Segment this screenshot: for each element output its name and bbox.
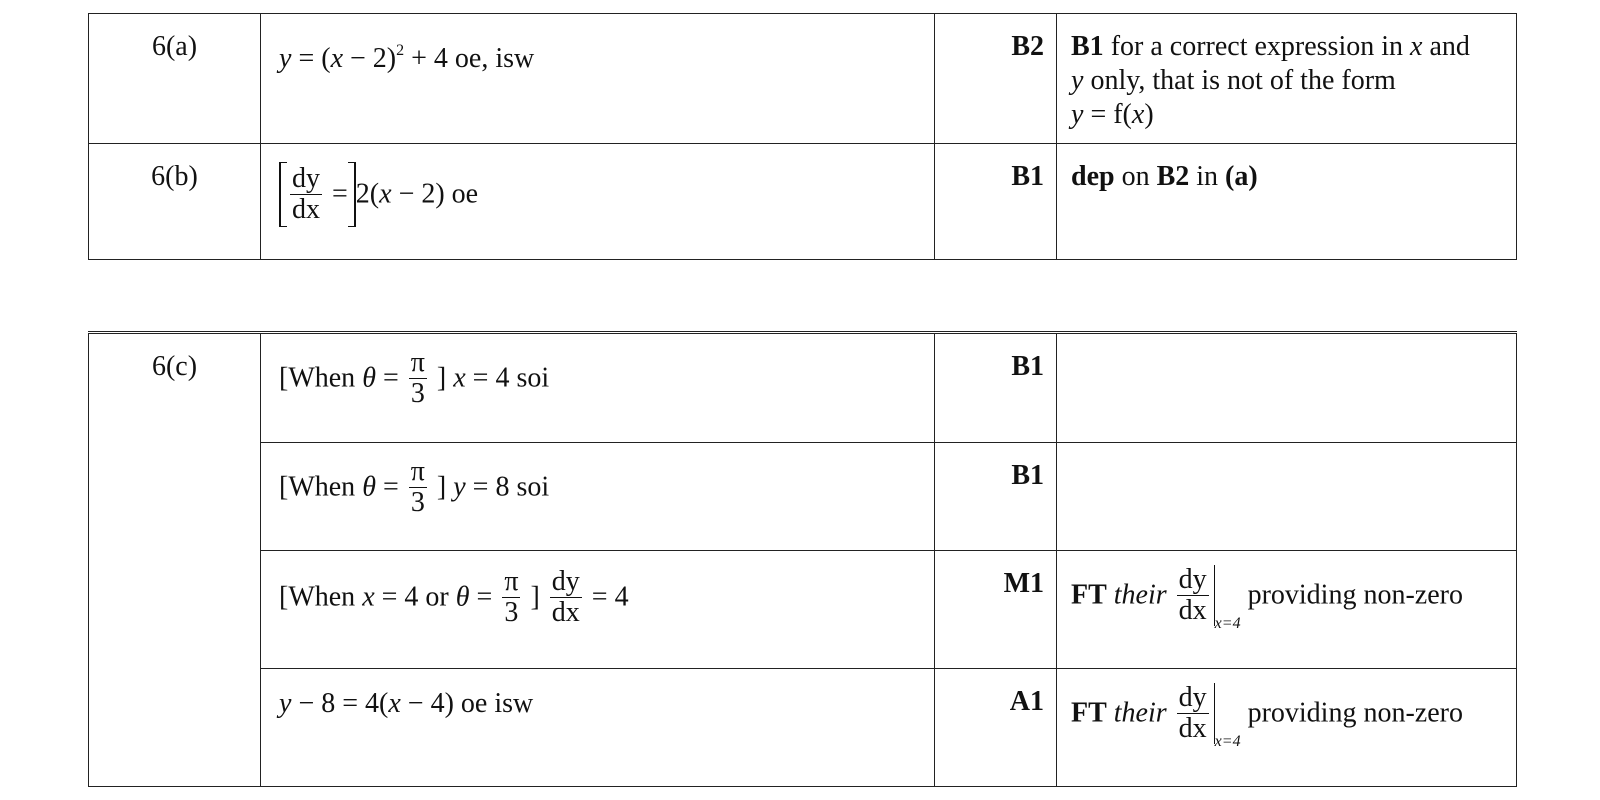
answer-text: x <box>330 43 343 74</box>
denominator: dx <box>1178 713 1207 744</box>
guidance-cell <box>1057 333 1517 443</box>
guidance-text: FT <box>1071 579 1107 611</box>
guidance-text: y <box>1071 99 1084 130</box>
question-number: 6(a) <box>89 14 261 144</box>
numerator: π <box>410 347 425 378</box>
mark-cell: B1 <box>935 144 1057 260</box>
answer-text: θ <box>362 471 376 503</box>
answer-text: = 4 or <box>374 581 456 613</box>
table-row <box>89 669 1517 787</box>
guidance-text: only, that is not of the form <box>1083 65 1396 96</box>
denominator: 3 <box>410 487 425 518</box>
denominator: 3 <box>410 378 425 409</box>
table-row <box>89 443 1517 551</box>
denominator: 3 <box>504 597 519 628</box>
denominator: dx <box>551 597 580 628</box>
answer-text: = 4 <box>584 581 629 613</box>
mark-cell: B1 <box>935 443 1057 551</box>
guidance-text: FT <box>1071 697 1107 729</box>
derivative-fraction <box>290 164 322 225</box>
guidance-text: their <box>1106 579 1174 611</box>
guidance-text: ) <box>1144 99 1154 130</box>
answer-text: − 2) oe <box>391 178 479 210</box>
guidance-text: on <box>1114 161 1157 192</box>
guidance-text: y <box>1071 65 1084 96</box>
evaluated-derivative <box>1174 565 1215 626</box>
answer-text: x <box>362 581 375 613</box>
exponent: 2 <box>396 42 405 59</box>
answer-text: = 8 soi <box>465 471 550 503</box>
question-number: 6(c) <box>89 333 261 787</box>
denominator: dx <box>1178 595 1207 626</box>
guidance-text: in <box>1189 161 1226 192</box>
derivative-fraction <box>1177 683 1209 744</box>
guidance-cell <box>1057 443 1517 551</box>
answer-text: = 4 soi <box>465 362 550 394</box>
answer-text: y <box>279 688 292 719</box>
answer-cell <box>261 144 935 260</box>
mark-scheme-table-top <box>88 13 1517 260</box>
answer-text: ] <box>429 362 454 394</box>
answer-text: = <box>375 471 406 503</box>
optional-bracket <box>279 162 356 227</box>
mark-cell: A1 <box>935 669 1057 787</box>
guidance-text: and <box>1422 31 1470 62</box>
pi-over-three-fraction <box>502 567 520 628</box>
answer-text: − 4) oe isw <box>400 688 534 719</box>
guidance-text: (a) <box>1225 161 1258 192</box>
guidance-text: = f( <box>1083 99 1132 130</box>
mark-cell: B2 <box>935 14 1057 144</box>
table-row <box>89 14 1517 144</box>
answer-text: y <box>453 471 466 503</box>
evaluation-subscript: x=4 <box>1214 614 1241 632</box>
guidance-text: x <box>1410 31 1423 62</box>
answer-cell <box>261 443 935 551</box>
answer-cell <box>261 14 935 144</box>
derivative-fraction <box>550 567 582 628</box>
answer-cell <box>261 669 935 787</box>
answer-text: x <box>379 178 392 210</box>
answer-text: = <box>469 581 500 613</box>
answer-text: [When <box>279 362 363 394</box>
answer-text: x <box>453 362 466 394</box>
mark-cell: B1 <box>935 333 1057 443</box>
evaluated-derivative <box>1174 683 1215 744</box>
guidance-cell <box>1057 669 1517 787</box>
answer-text: = ( <box>291 43 331 74</box>
answer-text: θ <box>362 362 376 394</box>
equals-sign: = <box>332 178 348 210</box>
answer-text: ] <box>523 581 547 613</box>
guidance-text: x <box>1131 99 1145 130</box>
guidance-text: dep <box>1071 161 1115 192</box>
table-row <box>89 333 1517 443</box>
answer-text: − 8 = 4( <box>291 688 389 719</box>
mark-cell: M1 <box>935 551 1057 669</box>
numerator: dy <box>1178 682 1207 713</box>
guidance-text: providing non-zero <box>1240 697 1463 729</box>
derivative-fraction <box>1177 565 1209 626</box>
guidance-text: B2 <box>1156 161 1190 192</box>
numerator: dy <box>1178 564 1207 595</box>
mark-scheme-table-bottom <box>88 331 1517 787</box>
numerator: dy <box>292 163 320 194</box>
answer-text: y <box>279 43 292 74</box>
answer-text: + 4 oe, isw <box>404 43 535 74</box>
guidance-cell <box>1057 144 1517 260</box>
guidance-text: providing non-zero <box>1240 579 1463 611</box>
numerator: π <box>410 456 425 487</box>
question-number: 6(b) <box>89 144 261 260</box>
answer-cell <box>261 551 935 669</box>
table-row <box>89 551 1517 669</box>
guidance-text: for a correct expression in <box>1103 31 1411 62</box>
answer-text: = <box>375 362 406 394</box>
answer-text: 2( <box>355 178 380 210</box>
answer-text: ] <box>429 471 454 503</box>
answer-text: − 2) <box>343 43 397 74</box>
pi-over-three-fraction <box>409 348 427 409</box>
answer-cell <box>261 333 935 443</box>
denominator: dx <box>292 194 320 225</box>
guidance-text: B1 <box>1071 31 1104 62</box>
evaluation-subscript: x=4 <box>1214 732 1241 750</box>
answer-text: x <box>388 688 401 719</box>
guidance-cell <box>1057 14 1517 144</box>
guidance-text: their <box>1106 697 1174 729</box>
answer-text: [When <box>279 471 363 503</box>
table-row <box>89 144 1517 260</box>
answer-text: θ <box>455 581 470 613</box>
guidance-cell <box>1057 551 1517 669</box>
numerator: dy <box>551 566 580 597</box>
numerator: π <box>504 566 519 597</box>
pi-over-three-fraction <box>409 457 427 518</box>
answer-text: [When <box>279 581 363 613</box>
